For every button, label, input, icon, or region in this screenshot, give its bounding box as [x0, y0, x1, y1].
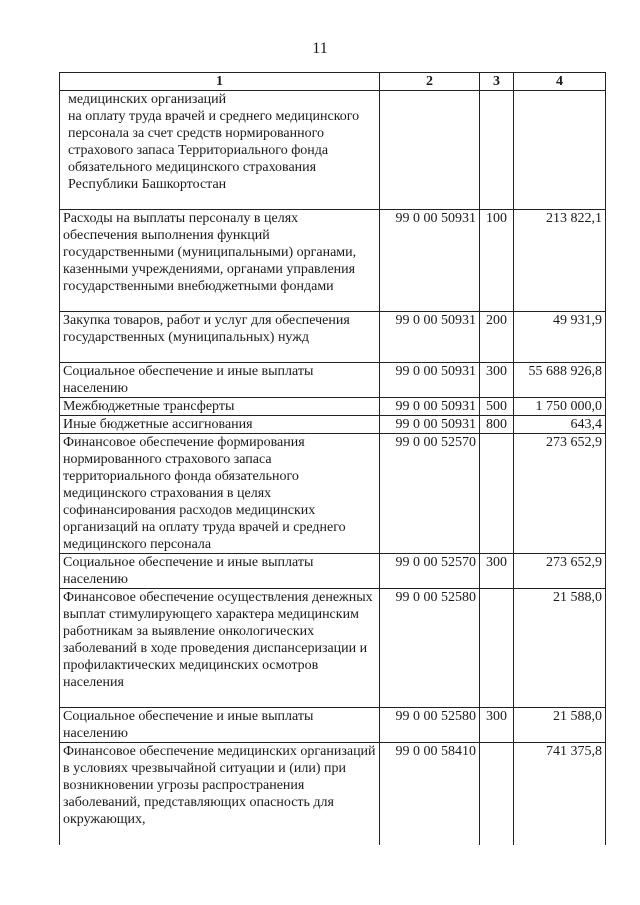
- row-amount: 21 588,0: [514, 589, 606, 708]
- table-row: [60, 554, 606, 589]
- table-row: [60, 398, 606, 416]
- column-header-2: 2: [380, 73, 480, 91]
- row-amount: 213 822,1: [514, 210, 606, 312]
- row-code: 99 0 00 50931: [380, 363, 480, 398]
- row-code: 99 0 00 50931: [380, 312, 480, 363]
- row-type: 300: [480, 708, 514, 743]
- row-code: [380, 91, 480, 210]
- page-number: 11: [312, 40, 328, 57]
- row-name: Межбюджетные трансферты: [60, 398, 380, 416]
- row-code: 99 0 00 50931: [380, 416, 480, 434]
- row-name: Финансовое обеспечение осуществления денежных выплат стимулирующего характера медицинским работникам за выявление онкологических заболеваний в ходе проведения диспансеризации и профилактических медицинских осмотров населения: [60, 589, 380, 708]
- row-amount: 1 750 000,0: [514, 398, 606, 416]
- row-name: Социальное обеспечение и иные выплаты населению: [60, 363, 380, 398]
- row-name: Социальное обеспечение и иные выплаты населению: [60, 708, 380, 743]
- column-header-3: 3: [480, 73, 514, 91]
- row-code: 99 0 00 50931: [380, 210, 480, 312]
- table-row: [60, 743, 606, 845]
- table-row: [60, 589, 606, 708]
- row-amount: 643,4: [514, 416, 606, 434]
- row-type: [480, 91, 514, 210]
- row-type: 100: [480, 210, 514, 312]
- table-row: [60, 416, 606, 434]
- row-amount: 741 375,8: [514, 743, 606, 845]
- row-amount: 55 688 926,8: [514, 363, 606, 398]
- row-type: 800: [480, 416, 514, 434]
- row-name: Иные бюджетные ассигнования: [60, 416, 380, 434]
- row-type: 500: [480, 398, 514, 416]
- row-code: 99 0 00 52570: [380, 434, 480, 554]
- row-name: Финансовое обеспечение медицинских организаций в условиях чрезвычайной ситуации и (или) при возникновении угрозы распространения заболеваний, представляющих опасность для окружающих,: [60, 743, 380, 845]
- row-type: [480, 743, 514, 845]
- row-code: 99 0 00 52580: [380, 708, 480, 743]
- row-type: 300: [480, 554, 514, 589]
- column-header-1: 1: [60, 73, 380, 91]
- row-name: Закупка товаров, работ и услуг для обеспечения государственных (муниципальных) нужд: [60, 312, 380, 363]
- row-code: 99 0 00 50931: [380, 398, 480, 416]
- row-code: 99 0 00 52570: [380, 554, 480, 589]
- row-amount: 273 652,9: [514, 554, 606, 589]
- budget-table: [59, 72, 606, 845]
- row-name: Финансовое обеспечение формирования нормированного страхового запаса территориального фонда обязательного медицинского страхования в целях софинансирования расходов медицинских организаций на оплату труда врачей и среднего медицинского персонала: [60, 434, 380, 554]
- table-row: [60, 210, 606, 312]
- table-row: [60, 312, 606, 363]
- table-header-row: [60, 73, 606, 91]
- row-amount: 49 931,9: [514, 312, 606, 363]
- row-code: 99 0 00 52580: [380, 589, 480, 708]
- row-amount: 21 588,0: [514, 708, 606, 743]
- row-name: Расходы на выплаты персоналу в целях обеспечения выполнения функций государственными (муниципальными) органами, казенными учреждениями, органами управления государственными внебюджетными фондами: [60, 210, 380, 312]
- row-amount: [514, 91, 606, 210]
- column-header-4: 4: [514, 73, 606, 91]
- table-row: [60, 434, 606, 554]
- row-name: Социальное обеспечение и иные выплаты населению: [60, 554, 380, 589]
- row-code: 99 0 00 58410: [380, 743, 480, 845]
- row-type: 300: [480, 363, 514, 398]
- table-row: [60, 363, 606, 398]
- row-name: медицинских организаций на оплату труда врачей и среднего медицинского персонала за счет средств нормированного страхового запаса Территориального фонда обязательного медицинского страхования Республики Башкортостан: [60, 91, 380, 210]
- table-body: [60, 91, 606, 845]
- table-row: [60, 708, 606, 743]
- row-type: [480, 589, 514, 708]
- row-type: [480, 434, 514, 554]
- row-type: 200: [480, 312, 514, 363]
- table-row: [60, 91, 606, 210]
- row-amount: 273 652,9: [514, 434, 606, 554]
